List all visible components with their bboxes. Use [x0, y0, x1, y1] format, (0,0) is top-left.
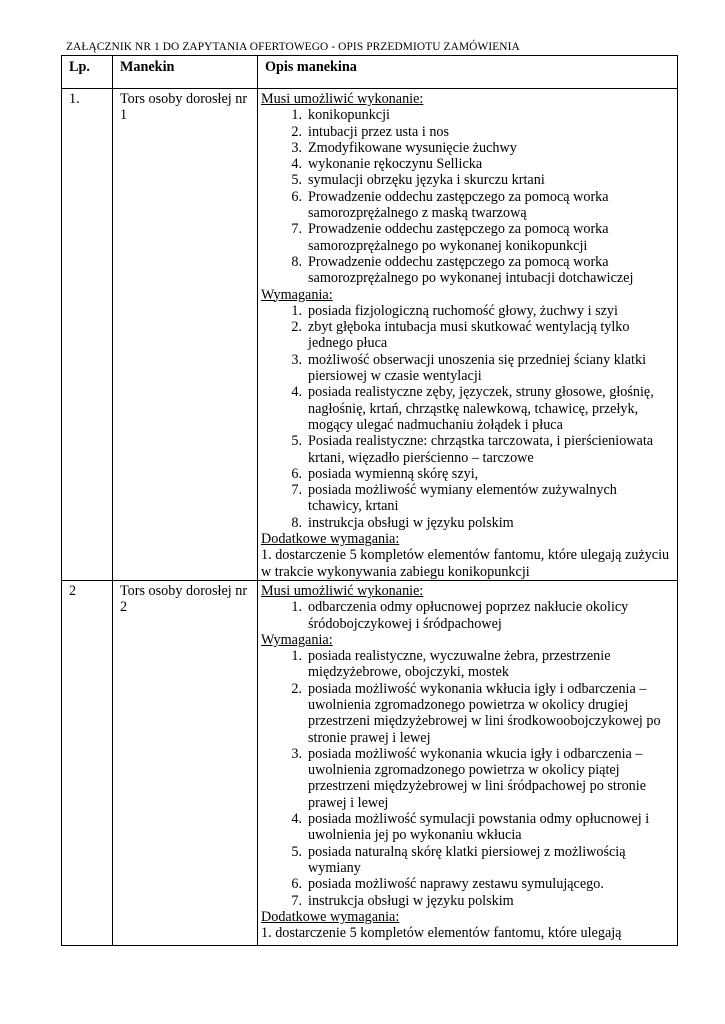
item-number: 4. [291, 384, 302, 401]
item-number: 3. [291, 745, 302, 762]
item-text: posiada fizjologiczną ruchomość głowy, żuchwy i szyi [308, 302, 618, 319]
item-text: posiada wymienną skórę szyi, [308, 465, 479, 482]
item-text: Zmodyfikowane wysunięcie żuchwy [308, 139, 517, 156]
requirement-list [261, 303, 673, 531]
section-title: Wymagania: [261, 631, 333, 648]
requirement-list [261, 648, 673, 909]
item-text: odbarczenia odmy opłucnowej poprzez nakłucie okolicy śródobojczykowej i śródpachowej [308, 599, 629, 632]
item-text: posiada możliwość naprawy zestawu symulującego. [308, 876, 604, 893]
list-item [261, 124, 673, 140]
table-header-row [62, 56, 678, 89]
item-number: 8. [291, 514, 302, 531]
row-manekin: Tors osoby dorosłej nr 2 [113, 580, 258, 945]
item-number: 5. [291, 843, 302, 860]
column-header-lp: Lp. [62, 56, 113, 89]
item-text: zbyt głęboka intubacja musi skutkować wentylacją tylko jednego płuca [308, 319, 630, 352]
column-header-manekin: Manekin [113, 56, 258, 89]
row-manekin: Tors osoby dorosłej nr 1 [113, 89, 258, 581]
table-row [62, 89, 678, 581]
item-number: 1. [291, 302, 302, 319]
item-number: 3. [291, 351, 302, 368]
row-lp: 2 [62, 580, 113, 945]
requirements-table [61, 55, 678, 946]
item-number: 4. [291, 811, 302, 828]
item-number: 2. [291, 123, 302, 140]
additional-requirement-text: 1. dostarczenie 5 kompletów elementów fantomu, które ulegają zużyciu w trakcie wykonywania zabiegu konikopunkcji [261, 547, 670, 580]
list-item [261, 681, 673, 746]
item-number: 7. [291, 482, 302, 499]
item-number: 7. [291, 892, 302, 909]
list-item [261, 384, 673, 433]
row-lp: 1. [62, 89, 113, 581]
item-number: 5. [291, 172, 302, 189]
item-number: 1. [291, 648, 302, 665]
list-item [261, 433, 673, 466]
list-item [261, 482, 673, 515]
list-item [261, 746, 673, 811]
item-text: posiada możliwość symulacji powstania odmy opłucnowej i uwolnienia jej po wykonaniu wkłucia [308, 811, 650, 844]
list-item [261, 466, 673, 482]
column-header-opis: Opis manekina [258, 56, 678, 89]
item-number: 6. [291, 465, 302, 482]
item-text: posiada możliwość wykonania wkucia igły i odbarczenia – uwolnienia zgromadzonego powietrza w okolicy piątej przestrzeni międzyżebrowej w lini śródpachowej po stronie prawej i lewej [308, 745, 647, 811]
item-number: 1. [291, 599, 302, 616]
item-text: posiada możliwość wymiany elementów zużywalnych tchawicy, krtani [308, 482, 617, 515]
item-number: 4. [291, 156, 302, 173]
item-number: 2. [291, 680, 302, 697]
list-item [261, 599, 673, 632]
item-text: posiada realistyczne, wyczuwalne żebra, przestrzenie międzyżebrowe, obojczyki, mostek [308, 648, 611, 681]
list-item [261, 319, 673, 352]
item-number: 1. [291, 107, 302, 124]
requirement-list [261, 107, 673, 286]
item-text: symulacji obrzęku języka i skurczu krtani [308, 172, 545, 189]
section-title: Dodatkowe wymagania: [261, 908, 400, 925]
item-text: Prowadzenie oddechu zastępczego za pomocą worka samorozprężalnego po wykonanej konikopunkcji [308, 221, 609, 254]
list-item [261, 107, 673, 123]
list-item [261, 254, 673, 287]
list-item [261, 189, 673, 222]
requirement-list [261, 599, 673, 632]
item-text: konikopunkcji [308, 107, 390, 124]
item-number: 2. [291, 319, 302, 336]
list-item [261, 648, 673, 681]
list-item [261, 352, 673, 385]
section-title: Musi umożliwić wykonanie: [261, 91, 424, 107]
additional-requirement-text: 1. dostarczenie 5 kompletów elementów fantomu, które ulegają [261, 925, 622, 942]
row-description [258, 580, 678, 945]
item-number: 5. [291, 433, 302, 450]
item-text: wykonanie rękoczynu Sellicka [308, 156, 483, 173]
item-text: możliwość obserwacji unoszenia się przedniej ściany klatki piersiowej w czasie wentylacji [308, 351, 647, 385]
list-item [261, 515, 673, 531]
row-description [258, 89, 678, 581]
item-text: posiada naturalną skórę klatki piersiowej z możliwością wymiany [308, 843, 626, 876]
list-item [261, 811, 673, 844]
item-number: 7. [291, 221, 302, 238]
list-item [261, 844, 673, 877]
item-text: posiada możliwość wykonania wkłucia igły i odbarczenia – uwolnienia zgromadzonego powietrza w okolicy drugiej przestrzeni międzyżebrowej w lini środkowoobojczykowej po stronie prawej i lewej [308, 680, 661, 746]
section-title: Wymagania: [261, 286, 333, 303]
table-row [62, 580, 678, 945]
page-header: ZAŁĄCZNIK NR 1 DO ZAPYTANIA OFERTOWEGO - OPIS PRZEDMIOTU ZAMÓWIENIA [66, 41, 520, 53]
list-item [261, 303, 673, 319]
list-item [261, 221, 673, 254]
list-item [261, 140, 673, 156]
item-number: 6. [291, 188, 302, 205]
item-text: posiada realistyczne zęby, języczek, struny głosowe, głośnię, nagłośnię, krtań, chrząstkę nalewkową, tchawicę, przełyk, mogący ulegać nadmuchaniu żołądek i płuca [308, 384, 654, 433]
item-text: Posiada realistyczne: chrząstka tarczowata, i pierścieniowata krtani, więzadło pierścienno – tarczowe [308, 433, 654, 466]
list-item [261, 172, 673, 188]
item-number: 8. [291, 253, 302, 270]
list-item [261, 156, 673, 172]
section-title: Dodatkowe wymagania: [261, 531, 400, 548]
item-number: 3. [291, 139, 302, 156]
item-text: instrukcja obsługi w języku polskim [308, 514, 514, 531]
item-text: instrukcja obsługi w języku polskim [308, 892, 514, 909]
section-title: Musi umożliwić wykonanie: [261, 582, 424, 599]
item-text: Prowadzenie oddechu zastępczego za pomocą worka samorozprężalnego z maską twarzową [308, 188, 609, 222]
item-number: 6. [291, 876, 302, 893]
list-item [261, 876, 673, 892]
item-text: Prowadzenie oddechu zastępczego za pomocą worka samorozprężalnego po wykonanej intubacji dotchawiczej [308, 253, 634, 287]
list-item [261, 893, 673, 909]
item-text: intubacji przez usta i nos [308, 123, 450, 140]
